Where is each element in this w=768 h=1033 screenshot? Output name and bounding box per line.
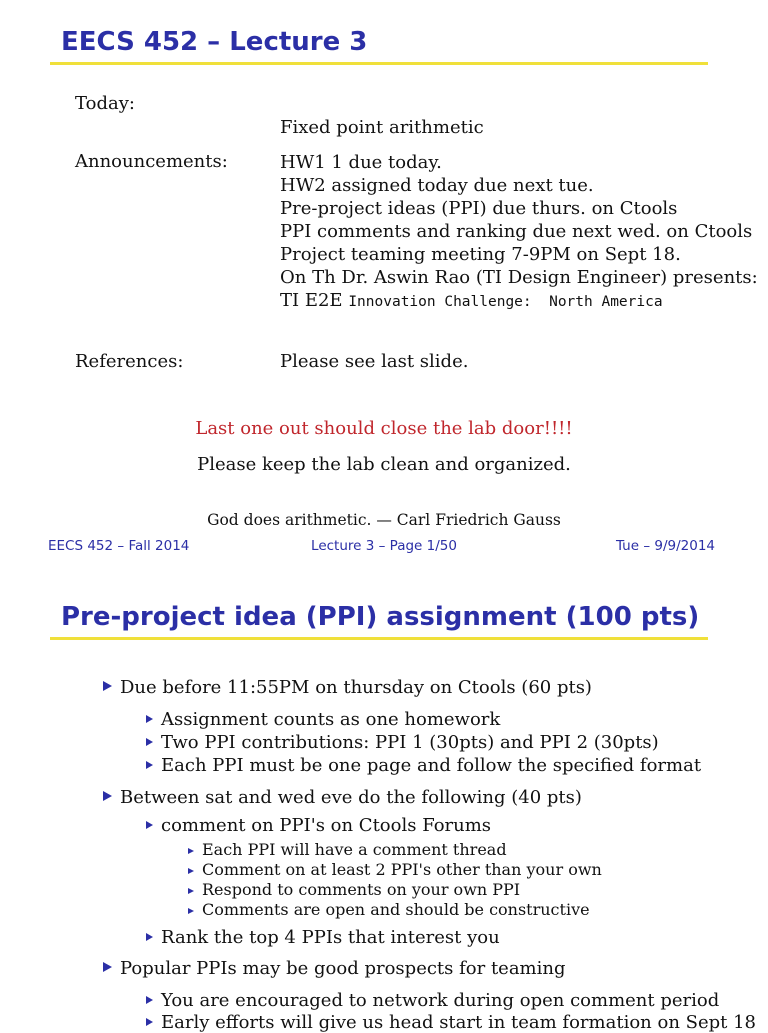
footer-course: EECS 452 – Fall 2014 — [48, 538, 190, 554]
sub-bullet — [146, 755, 701, 776]
bullet-triangle-icon — [188, 908, 194, 914]
sub-bullet — [146, 815, 491, 836]
bullet-text: Respond to comments on your own PPI — [202, 880, 521, 899]
sub-sub-bullet — [188, 880, 520, 899]
bullet-text: You are encouraged to network during open comment period — [161, 990, 720, 1011]
sub-bullet — [146, 927, 500, 948]
sub-bullet — [146, 732, 659, 753]
bullet-triangle-icon — [146, 761, 153, 769]
bullet-text: Due before 11:55PM on thursday on Ctools (60 pts) — [120, 677, 592, 698]
bullet-text: Comments are open and should be constructive — [202, 900, 590, 919]
sub-sub-bullet — [188, 860, 602, 879]
bullet-triangle-icon — [188, 888, 194, 894]
ti-e2e-line — [280, 289, 758, 312]
bullet-triangle-icon — [146, 933, 153, 941]
sub-bullet — [146, 990, 719, 1011]
bullet-triangle-icon — [188, 848, 194, 854]
bullet-triangle-icon — [188, 868, 194, 874]
bullet-text: Rank the top 4 PPIs that interest you — [161, 927, 500, 948]
announcement-item: Project teaming meeting 7-9PM on Sept 18. — [280, 244, 681, 265]
references-label: References: — [75, 351, 184, 372]
bullet-text: Assignment counts as one homework — [161, 709, 501, 730]
bullet-text: Between sat and wed eve do the following (40 pts) — [120, 787, 582, 808]
bullet-between — [103, 787, 582, 808]
bullet-text: Comment on at least 2 PPI's other than your own — [202, 860, 602, 879]
bullet-triangle-icon — [146, 1018, 153, 1026]
bullet-triangle-icon — [146, 821, 153, 829]
slide2-title: Pre-project idea (PPI) assignment (100 pts) — [61, 602, 700, 632]
title-rule — [50, 62, 708, 65]
gauss-quote: God does arithmetic. — Carl Friedrich Gauss — [207, 511, 561, 529]
announcement-item: On Th Dr. Aswin Rao (TI Design Engineer) presents: — [280, 267, 758, 288]
sub-bullet — [146, 709, 500, 730]
announcement-item: HW2 assigned today due next tue. — [280, 175, 594, 196]
sub-sub-bullet — [188, 900, 590, 919]
keep-clean-note: Please keep the lab clean and organized. — [197, 454, 571, 475]
footer-date: Tue – 9/9/2014 — [615, 538, 715, 554]
bullet-due — [103, 677, 592, 698]
lab-door-warning: Last one out should close the lab door!!!! — [195, 418, 573, 439]
announcement-item: HW1 1 due today. — [280, 152, 442, 173]
announcements-list — [280, 151, 758, 312]
bullet-triangle-icon — [103, 681, 112, 691]
bullet-triangle-icon — [146, 996, 153, 1004]
bullet-popular — [103, 958, 566, 979]
bullet-triangle-icon — [146, 715, 153, 723]
bullet-text: Each PPI will have a comment thread — [202, 840, 507, 859]
title-rule — [50, 637, 708, 640]
bullet-text: comment on PPI's on Ctools Forums — [161, 815, 492, 836]
bullet-text: Each PPI must be one page and follow the specified format — [161, 755, 702, 776]
bullet-triangle-icon — [146, 738, 153, 746]
footer-page: Lecture 3 – Page 1/50 — [311, 538, 457, 554]
announcements-label: Announcements: — [75, 151, 228, 172]
bullet-text: Two PPI contributions: PPI 1 (30pts) and PPI 2 (30pts) — [161, 732, 659, 753]
sub-bullet — [146, 1012, 756, 1033]
references-value: Please see last slide. — [280, 351, 469, 372]
today-label: Today: — [75, 93, 135, 114]
ti-prefix: TI E2E — [280, 290, 343, 311]
bullet-triangle-icon — [103, 962, 112, 972]
announcement-item: PPI comments and ranking due next wed. on Ctools — [280, 221, 753, 242]
bullet-text: Early efforts will give us head start in team formation on Sept 18 — [161, 1012, 756, 1033]
bullet-text: Popular PPIs may be good prospects for teaming — [120, 958, 566, 979]
announcement-item: Pre-project ideas (PPI) due thurs. on Ctools — [280, 198, 678, 219]
today-value: Fixed point arithmetic — [280, 117, 484, 138]
bullet-triangle-icon — [103, 791, 112, 801]
ti-challenge: Innovation Challenge: North America — [348, 294, 663, 310]
slide1-title: EECS 452 – Lecture 3 — [61, 27, 368, 57]
sub-sub-bullet — [188, 840, 507, 859]
